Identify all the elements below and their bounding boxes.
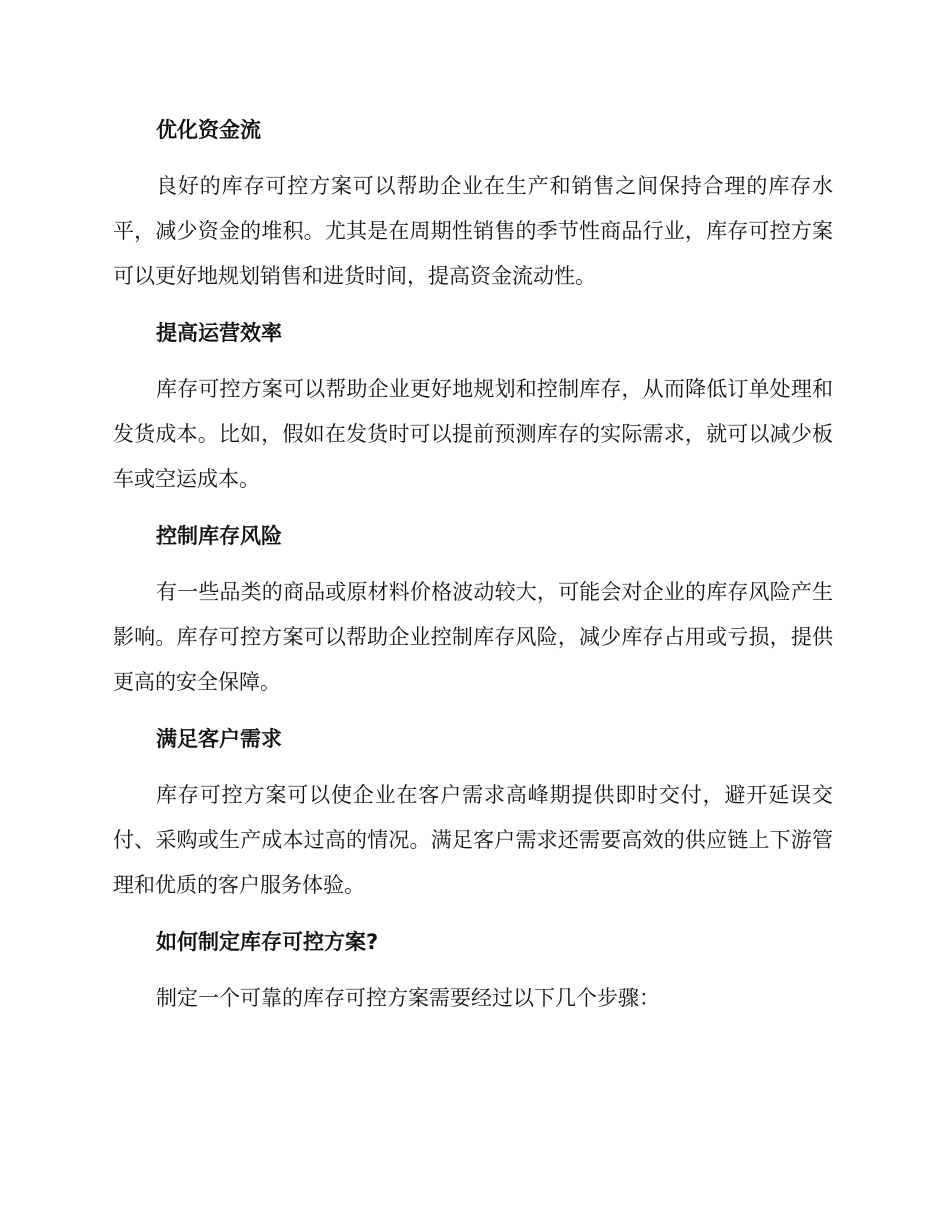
document-page <box>113 108 833 1033</box>
section-paragraph-customer-demand: 库存可控方案可以使企业在客户需求高峰期提供即时交付，避开延误交付、采购或生产成本过高的情况。满足客户需求还需要高效的供应链上下游管理和优质的客户服务体验。 <box>113 783 833 897</box>
section-heading-improve-efficiency: 提高运营效率 <box>156 321 282 345</box>
section-paragraph-improve-efficiency: 库存可控方案可以帮助企业更好地规划和控制库存，从而降低订单处理和发货成本。比如，假如在发货时可以提前预测库存的实际需求，就可以减少板车或空运成本。 <box>113 377 833 491</box>
section-heading-how-to-plan: 如何制定库存可控方案? <box>156 930 379 954</box>
section-heading-customer-demand: 满足客户需求 <box>156 727 282 751</box>
section-heading-control-risk: 控制库存风险 <box>156 524 282 548</box>
section-paragraph-optimize-cash-flow: 良好的库存可控方案可以帮助企业在生产和销售之间保持合理的库存水平，减少资金的堆积。尤其是在周期性销售的季节性商品行业，库存可控方案可以更好地规划销售和进货时间，提高资金流动性。 <box>113 174 833 288</box>
section-paragraph-how-to-plan: 制定一个可靠的库存可控方案需要经过以下几个步骤： <box>156 986 660 1010</box>
section-paragraph-control-risk: 有一些品类的商品或原材料价格波动较大，可能会对企业的库存风险产生影响。库存可控方案可以帮助企业控制库存风险，减少库存占用或亏损，提供更高的安全保障。 <box>113 580 833 694</box>
section-heading-optimize-cash-flow: 优化资金流 <box>156 118 261 142</box>
